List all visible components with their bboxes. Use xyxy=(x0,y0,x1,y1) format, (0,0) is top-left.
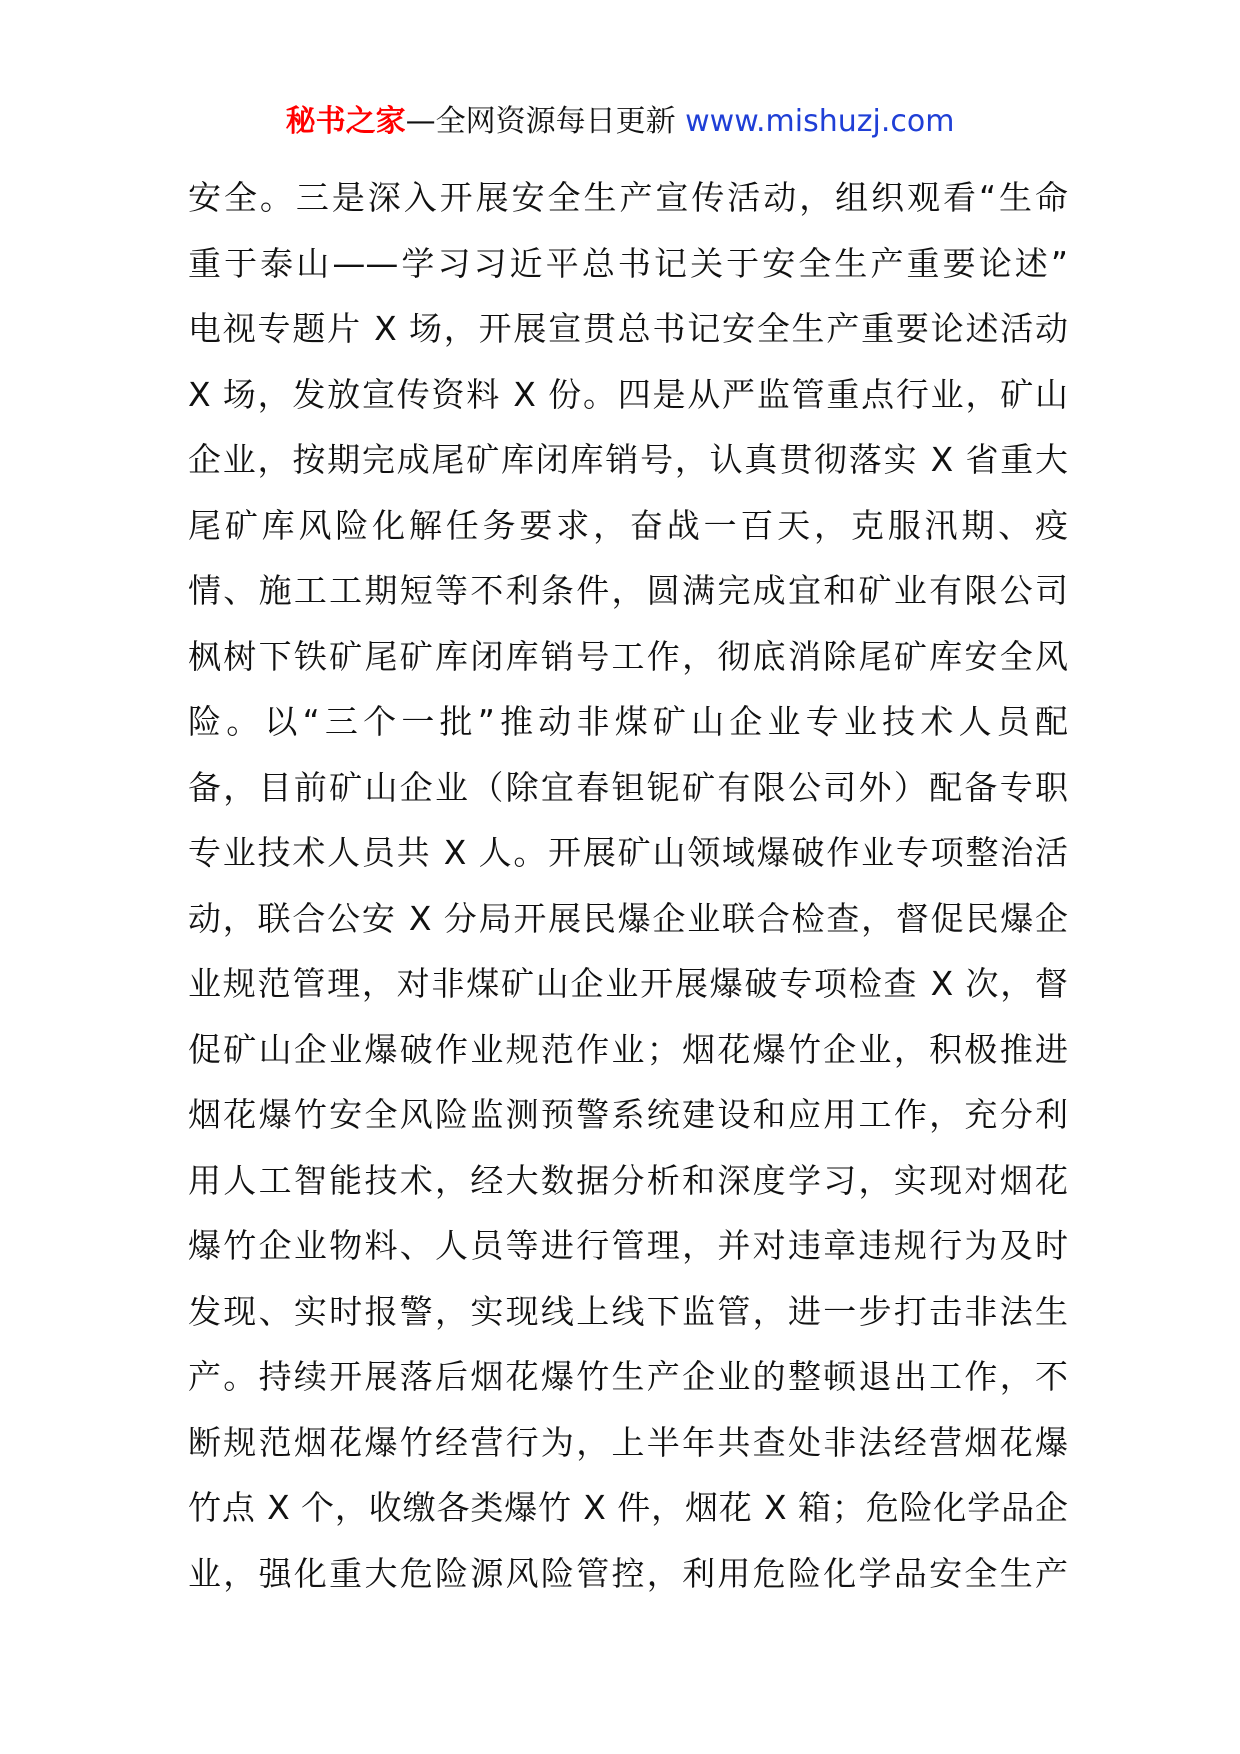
text-line: 爆竹企业物料、人员等进行管理，并对违章违规行为及时 xyxy=(188,1226,1068,1265)
header-tagline: —全网资源每日更新 xyxy=(405,104,686,139)
text-line: 电视专题片 X 场，开展宣贯总书记安全生产重要论述活动 xyxy=(188,309,1068,348)
text-line: 断规范烟花爆竹经营行为，上半年共查处非法经营烟花爆 xyxy=(188,1422,1068,1462)
text-line: 业，强化重大危险源风险管控，利用危险化学品安全生产 xyxy=(188,1553,1068,1593)
text-line: 动，联合公安 X 分局开展民爆企业联合检查，督促民爆企 xyxy=(188,898,1068,938)
body-text xyxy=(188,165,1068,1606)
text-line: 尾矿库风险化解任务要求，奋战一百天，克服汛期、疫 xyxy=(188,505,1068,545)
text-line: 险。以“三个一批”推动非煤矿山企业专业技术人员配 xyxy=(188,702,1068,741)
text-line: 备，目前矿山企业（除宜春钽铌矿有限公司外）配备专职 xyxy=(188,767,1068,807)
text-line: 重于泰山——学习习近平总书记关于安全生产重要论述” xyxy=(188,243,1068,283)
text-line: 专业技术人员共 X 人。开展矿山领域爆破作业专项整治活 xyxy=(188,833,1068,872)
text-line: 促矿山企业爆破作业规范作业；烟花爆竹企业，积极推进 xyxy=(188,1029,1068,1069)
page-header xyxy=(0,100,1240,144)
text-line: 企业，按期完成尾矿库闭库销号，认真贯彻落实 X 省重大 xyxy=(188,440,1068,479)
brand-name: 秘书之家 xyxy=(285,104,406,139)
site-url-link[interactable]: www.mishuzj.com xyxy=(685,104,955,139)
text-line: 安全。三是深入开展安全生产宣传活动，组织观看“生命 xyxy=(188,178,1068,217)
text-line: X 场，发放宣传资料 X 份。四是从严监管重点行业，矿山 xyxy=(188,374,1068,414)
text-line: 发现、实时报警，实现线上线下监管，进一步打击非法生 xyxy=(188,1291,1068,1331)
text-line: 烟花爆竹安全风险监测预警系统建设和应用工作，充分利 xyxy=(188,1095,1068,1134)
text-line: 情、施工工期短等不利条件，圆满完成宜和矿业有限公司 xyxy=(188,571,1068,610)
text-line: 产。持续开展落后烟花爆竹生产企业的整顿退出工作，不 xyxy=(188,1357,1068,1396)
text-line: 竹点 X 个，收缴各类爆竹 X 件，烟花 X 箱；危险化学品企 xyxy=(188,1488,1068,1527)
text-line: 业规范管理，对非煤矿山企业开展爆破专项检查 X 次，督 xyxy=(188,964,1068,1003)
text-line: 用人工智能技术，经大数据分析和深度学习，实现对烟花 xyxy=(188,1160,1068,1200)
text-line: 枫树下铁矿尾矿库闭库销号工作，彻底消除尾矿库安全风 xyxy=(188,636,1068,676)
